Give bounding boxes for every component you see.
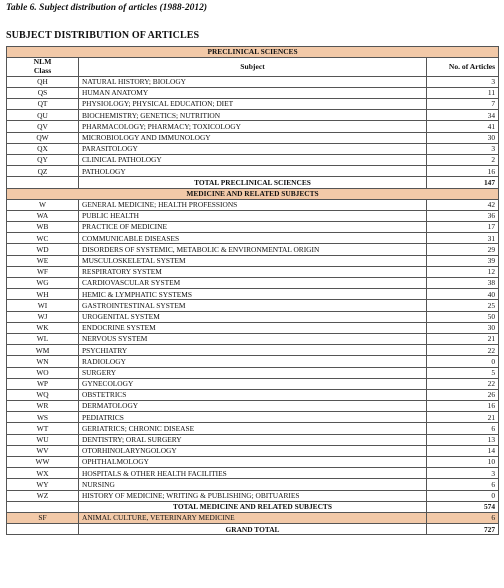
empty-cell: [7, 501, 79, 512]
table-row: [7, 210, 499, 221]
article-count-cell: 3: [427, 468, 499, 479]
table-row: [7, 367, 499, 378]
nlm-class-cell: QY: [7, 154, 79, 165]
subject-cell: NATURAL HISTORY; BIOLOGY: [79, 76, 427, 87]
nlm-class-cell: QS: [7, 87, 79, 98]
empty-cell: [7, 524, 79, 535]
subject-cell: GERIATRICS; CHRONIC DISEASE: [79, 423, 427, 434]
section-header-row: [7, 188, 499, 199]
article-count-cell: 0: [427, 490, 499, 501]
subject-cell: OPHTHALMOLOGY: [79, 457, 427, 468]
article-count-cell: 50: [427, 311, 499, 322]
nlm-class-cell: WW: [7, 457, 79, 468]
article-count-cell: 26: [427, 389, 499, 400]
nlm-class-cell: WQ: [7, 389, 79, 400]
subject-cell: OBSTETRICS: [79, 389, 427, 400]
table-row: [7, 311, 499, 322]
nlm-class-cell: WJ: [7, 311, 79, 322]
table-row: [7, 434, 499, 445]
nlm-class-cell: WZ: [7, 490, 79, 501]
article-count-cell: 38: [427, 278, 499, 289]
table-row: [7, 468, 499, 479]
article-count-cell: 30: [427, 132, 499, 143]
table-row: [7, 154, 499, 165]
nlm-class-cell: QT: [7, 99, 79, 110]
nlm-class-cell: QW: [7, 132, 79, 143]
nlm-class-cell: WX: [7, 468, 79, 479]
article-count-cell: 42: [427, 199, 499, 210]
subject-cell: SURGERY: [79, 367, 427, 378]
nlm-class-cell: WV: [7, 445, 79, 456]
article-count-cell: 16: [427, 401, 499, 412]
subject-cell: GASTROINTESTINAL SYSTEM: [79, 300, 427, 311]
subject-cell: DERMATOLOGY: [79, 401, 427, 412]
table-row: [7, 490, 499, 501]
subject-cell: ANIMAL CULTURE, VETERINARY MEDICINE: [79, 512, 427, 523]
article-count-cell: 3: [427, 143, 499, 154]
subject-cell: PATHOLOGY: [79, 166, 427, 177]
total-value: 727: [427, 524, 499, 535]
subject-cell: COMMUNICABLE DISEASES: [79, 233, 427, 244]
nlm-class-cell: WL: [7, 333, 79, 344]
article-count-cell: 6: [427, 479, 499, 490]
nlm-class-cell: QU: [7, 110, 79, 121]
subject-cell: PHARMACOLOGY; PHARMACY; TOXICOLOGY: [79, 121, 427, 132]
table-row: [7, 389, 499, 400]
nlm-class-cell: W: [7, 199, 79, 210]
nlm-class-cell: WK: [7, 322, 79, 333]
subject-cell: RADIOLOGY: [79, 356, 427, 367]
table-row: [7, 132, 499, 143]
table-row: [7, 322, 499, 333]
table-row: [7, 423, 499, 434]
total-label: GRAND TOTAL: [79, 524, 427, 535]
article-count-cell: 6: [427, 512, 499, 523]
column-header-class-line2: Class: [33, 65, 52, 75]
total-value: 574: [427, 501, 499, 512]
subject-cell: UROGENITAL SYSTEM: [79, 311, 427, 322]
table-row: [7, 457, 499, 468]
column-header-class: [7, 58, 79, 76]
nlm-class-cell: WP: [7, 378, 79, 389]
table-row: [7, 412, 499, 423]
table-row-highlighted: [7, 512, 499, 523]
article-count-cell: 10: [427, 457, 499, 468]
section-total-row: [7, 177, 499, 188]
total-label: TOTAL PRECLINICAL SCIENCES: [79, 177, 427, 188]
nlm-class-cell: QZ: [7, 166, 79, 177]
article-count-cell: 40: [427, 289, 499, 300]
nlm-class-cell: WE: [7, 255, 79, 266]
table-row: [7, 199, 499, 210]
article-count-cell: 13: [427, 434, 499, 445]
subject-cell: GYNECOLOGY: [79, 378, 427, 389]
table-row: [7, 278, 499, 289]
table-row: [7, 289, 499, 300]
subject-cell: MUSCULOSKELETAL SYSTEM: [79, 255, 427, 266]
subject-cell: HOSPITALS & OTHER HEALTH FACILITIES: [79, 468, 427, 479]
nlm-class-cell: WI: [7, 300, 79, 311]
subject-cell: PHYSIOLOGY; PHYSICAL EDUCATION; DIET: [79, 99, 427, 110]
nlm-class-cell: WB: [7, 222, 79, 233]
subject-cell: CLINICAL PATHOLOGY: [79, 154, 427, 165]
nlm-class-cell: WU: [7, 434, 79, 445]
subject-cell: NERVOUS SYSTEM: [79, 333, 427, 344]
nlm-class-cell: WN: [7, 356, 79, 367]
subject-cell: RESPIRATORY SYSTEM: [79, 266, 427, 277]
article-count-cell: 36: [427, 210, 499, 221]
nlm-class-cell: WO: [7, 367, 79, 378]
table-row: [7, 266, 499, 277]
article-count-cell: 22: [427, 378, 499, 389]
nlm-class-cell: WR: [7, 401, 79, 412]
subject-cell: HUMAN ANATOMY: [79, 87, 427, 98]
subject-cell: OTORHINOLARYNGOLOGY: [79, 445, 427, 456]
table-row: [7, 99, 499, 110]
nlm-class-cell: WM: [7, 345, 79, 356]
table-row: [7, 300, 499, 311]
article-count-cell: 21: [427, 412, 499, 423]
table-row: [7, 76, 499, 87]
article-count-cell: 21: [427, 333, 499, 344]
article-count-cell: 5: [427, 367, 499, 378]
subject-cell: GENERAL MEDICINE; HEALTH PROFESSIONS: [79, 199, 427, 210]
table-caption: Table 6. Subject distribution of articles (1988-2012): [6, 3, 207, 13]
empty-cell: [7, 177, 79, 188]
nlm-class-cell: WY: [7, 479, 79, 490]
article-count-cell: 41: [427, 121, 499, 132]
total-value: 147: [427, 177, 499, 188]
table-row: [7, 87, 499, 98]
subject-cell: PEDIATRICS: [79, 412, 427, 423]
section-header-row: [7, 47, 499, 58]
nlm-class-cell: WF: [7, 266, 79, 277]
table-row: [7, 333, 499, 344]
subject-cell: PSYCHIATRY: [79, 345, 427, 356]
column-header-class-line1: NLM: [33, 57, 52, 67]
article-count-cell: 14: [427, 445, 499, 456]
table-row: [7, 445, 499, 456]
section-total-row: [7, 501, 499, 512]
table-row: [7, 345, 499, 356]
subject-cell: PRACTICE OF MEDICINE: [79, 222, 427, 233]
subject-cell: DISORDERS OF SYSTEMIC, METABOLIC & ENVIRONMENTAL ORIGIN: [79, 244, 427, 255]
article-count-cell: 30: [427, 322, 499, 333]
article-count-cell: 16: [427, 166, 499, 177]
article-count-cell: 0: [427, 356, 499, 367]
nlm-class-cell: WD: [7, 244, 79, 255]
subject-cell: PARASITOLOGY: [79, 143, 427, 154]
article-count-cell: 31: [427, 233, 499, 244]
article-count-cell: 39: [427, 255, 499, 266]
column-header-subject: Subject: [79, 58, 427, 76]
article-count-cell: 3: [427, 76, 499, 87]
table-row: [7, 356, 499, 367]
article-count-cell: 11: [427, 87, 499, 98]
section-title: PRECLINICAL SCIENCES: [7, 47, 499, 58]
article-count-cell: 22: [427, 345, 499, 356]
column-header-count: No. of Articles: [427, 58, 499, 76]
nlm-class-cell: QX: [7, 143, 79, 154]
total-label: TOTAL MEDICINE AND RELATED SUBJECTS: [79, 501, 427, 512]
table-body: [7, 47, 499, 535]
subject-distribution-table: [6, 46, 499, 535]
table-row: [7, 222, 499, 233]
table-row: [7, 479, 499, 490]
section-heading: SUBJECT DISTRIBUTION OF ARTICLES: [6, 30, 200, 41]
nlm-class-cell: QH: [7, 76, 79, 87]
subject-cell: BIOCHEMISTRY; GENETICS; NUTRITION: [79, 110, 427, 121]
nlm-class-cell: WT: [7, 423, 79, 434]
table-row: [7, 166, 499, 177]
subject-cell: CARDIOVASCULAR SYSTEM: [79, 278, 427, 289]
nlm-class-cell: SF: [7, 512, 79, 523]
article-count-cell: 12: [427, 266, 499, 277]
article-count-cell: 17: [427, 222, 499, 233]
subject-cell: ENDOCRINE SYSTEM: [79, 322, 427, 333]
article-count-cell: 7: [427, 99, 499, 110]
article-count-cell: 6: [427, 423, 499, 434]
table-row: [7, 143, 499, 154]
column-header-row: [7, 58, 499, 76]
subject-cell: PUBLIC HEALTH: [79, 210, 427, 221]
table-row: [7, 378, 499, 389]
nlm-class-cell: WC: [7, 233, 79, 244]
article-count-cell: 34: [427, 110, 499, 121]
subject-cell: NURSING: [79, 479, 427, 490]
table-row: [7, 244, 499, 255]
subject-cell: HEMIC & LYMPHATIC SYSTEMS: [79, 289, 427, 300]
article-count-cell: 2: [427, 154, 499, 165]
nlm-class-cell: QV: [7, 121, 79, 132]
article-count-cell: 25: [427, 300, 499, 311]
table-row: [7, 121, 499, 132]
nlm-class-cell: WG: [7, 278, 79, 289]
subject-cell: DENTISTRY; ORAL SURGERY: [79, 434, 427, 445]
table-row: [7, 233, 499, 244]
table-row: [7, 110, 499, 121]
table-row: [7, 255, 499, 266]
nlm-class-cell: WA: [7, 210, 79, 221]
grand-total-row: [7, 524, 499, 535]
table-row: [7, 401, 499, 412]
article-count-cell: 29: [427, 244, 499, 255]
subject-cell: HISTORY OF MEDICINE; WRITING & PUBLISHING; OBITUARIES: [79, 490, 427, 501]
subject-cell: MICROBIOLOGY AND IMMUNOLOGY: [79, 132, 427, 143]
section-title: MEDICINE AND RELATED SUBJECTS: [7, 188, 499, 199]
nlm-class-cell: WS: [7, 412, 79, 423]
nlm-class-cell: WH: [7, 289, 79, 300]
